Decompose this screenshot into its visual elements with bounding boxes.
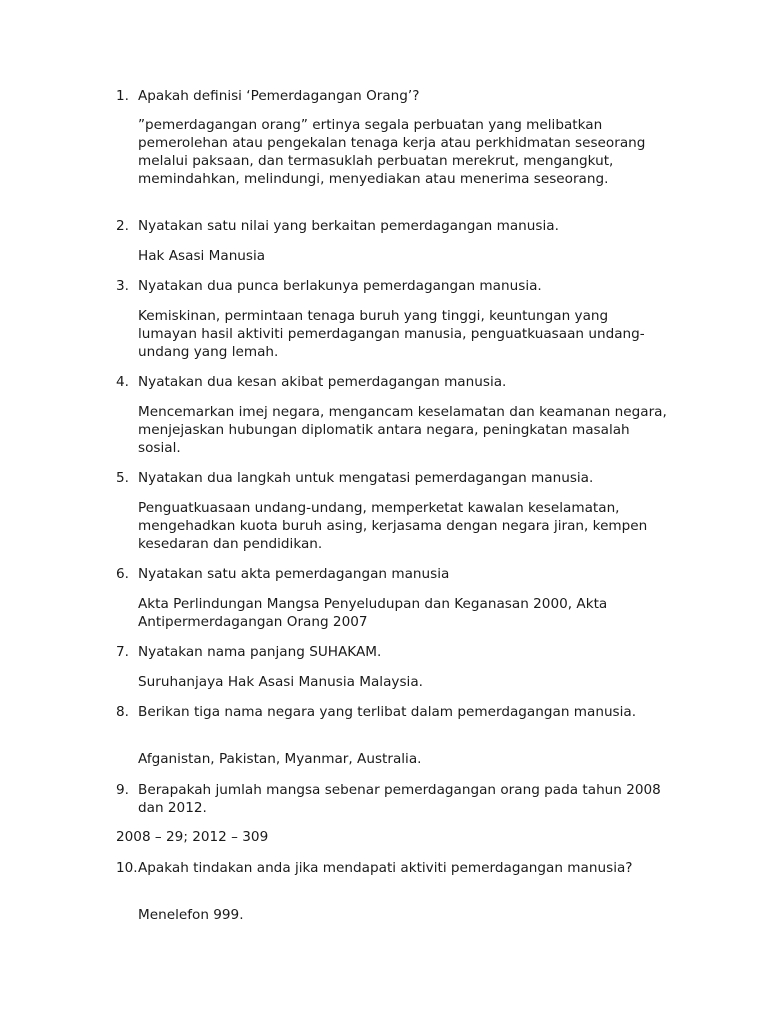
answer-text: ”pemerdagangan orang” ertinya segala perbuatan yang melibatkan pemerolehan atau pengekalan tenaga kerja atau perkhidmatan seseorang melalui paksaan, dan termasuklah perbuatan merekrut, mengangkut, memindahkan, melindungi, menyediakan atau menerima seseorang. <box>138 117 646 187</box>
item-number: 6. <box>116 566 129 582</box>
question-text: Berikan tiga nama negara yang terlibat dalam pemerdagangan manusia. <box>138 704 637 720</box>
question-text: Nyatakan satu nilai yang berkaitan pemerdagangan manusia. <box>138 218 559 234</box>
question-text: Apakah tindakan anda jika mendapati aktiviti pemerdagangan manusia? <box>138 860 633 876</box>
answer-text: Mencemarkan imej negara, mengancam keselamatan dan keamanan negara, menjejaskan hubungan diplomatik antara negara, peningkatan masalah sosial. <box>138 404 667 456</box>
answer-text: Penguatkuasaan undang-undang, memperketat kawalan keselamatan, mengehadkan kuota buruh asing, kerjasama dengan negara jiran, kempen kesedaran dan pendidikan. <box>138 500 648 552</box>
item-number: 2. <box>116 218 129 234</box>
answer-text: 2008 – 29; 2012 – 309 <box>116 829 269 845</box>
answer-text: Hak Asasi Manusia <box>138 248 266 264</box>
item-number: 5. <box>116 470 129 486</box>
item-number: 7. <box>116 644 129 660</box>
question-text: Nyatakan dua kesan akibat pemerdagangan manusia. <box>138 374 507 390</box>
item-number: 4. <box>116 374 129 390</box>
answer-text: Suruhanjaya Hak Asasi Manusia Malaysia. <box>138 674 423 690</box>
item-number: 8. <box>116 704 129 720</box>
question-text: Apakah definisi ‘Pemerdagangan Orang’? <box>138 88 420 104</box>
item-number: 3. <box>116 278 129 294</box>
question-text: Nyatakan dua punca berlakunya pemerdagangan manusia. <box>138 278 542 294</box>
item-number: 9. <box>116 782 129 798</box>
answer-text: Menelefon 999. <box>138 907 244 923</box>
question-text: Berapakah jumlah mangsa sebenar pemerdagangan orang pada tahun 2008 dan 2012. <box>138 782 661 816</box>
question-text: Nyatakan dua langkah untuk mengatasi pemerdagangan manusia. <box>138 470 594 486</box>
answer-text: Akta Perlindungan Mangsa Penyeludupan dan Keganasan 2000, Akta Antipermerdagangan Orang 2007 <box>138 596 608 630</box>
question-text: Nyatakan satu akta pemerdagangan manusia <box>138 566 450 582</box>
item-number: 10. <box>116 860 138 876</box>
answer-text: Kemiskinan, permintaan tenaga buruh yang tinggi, keuntungan yang lumayan hasil aktiviti pemerdagangan manusia, penguatkuasaan undang-undang yang lemah. <box>138 308 645 360</box>
answer-text: Afganistan, Pakistan, Myanmar, Australia. <box>138 751 422 767</box>
question-text: Nyatakan nama panjang SUHAKAM. <box>138 644 382 660</box>
item-number: 1. <box>116 88 129 104</box>
